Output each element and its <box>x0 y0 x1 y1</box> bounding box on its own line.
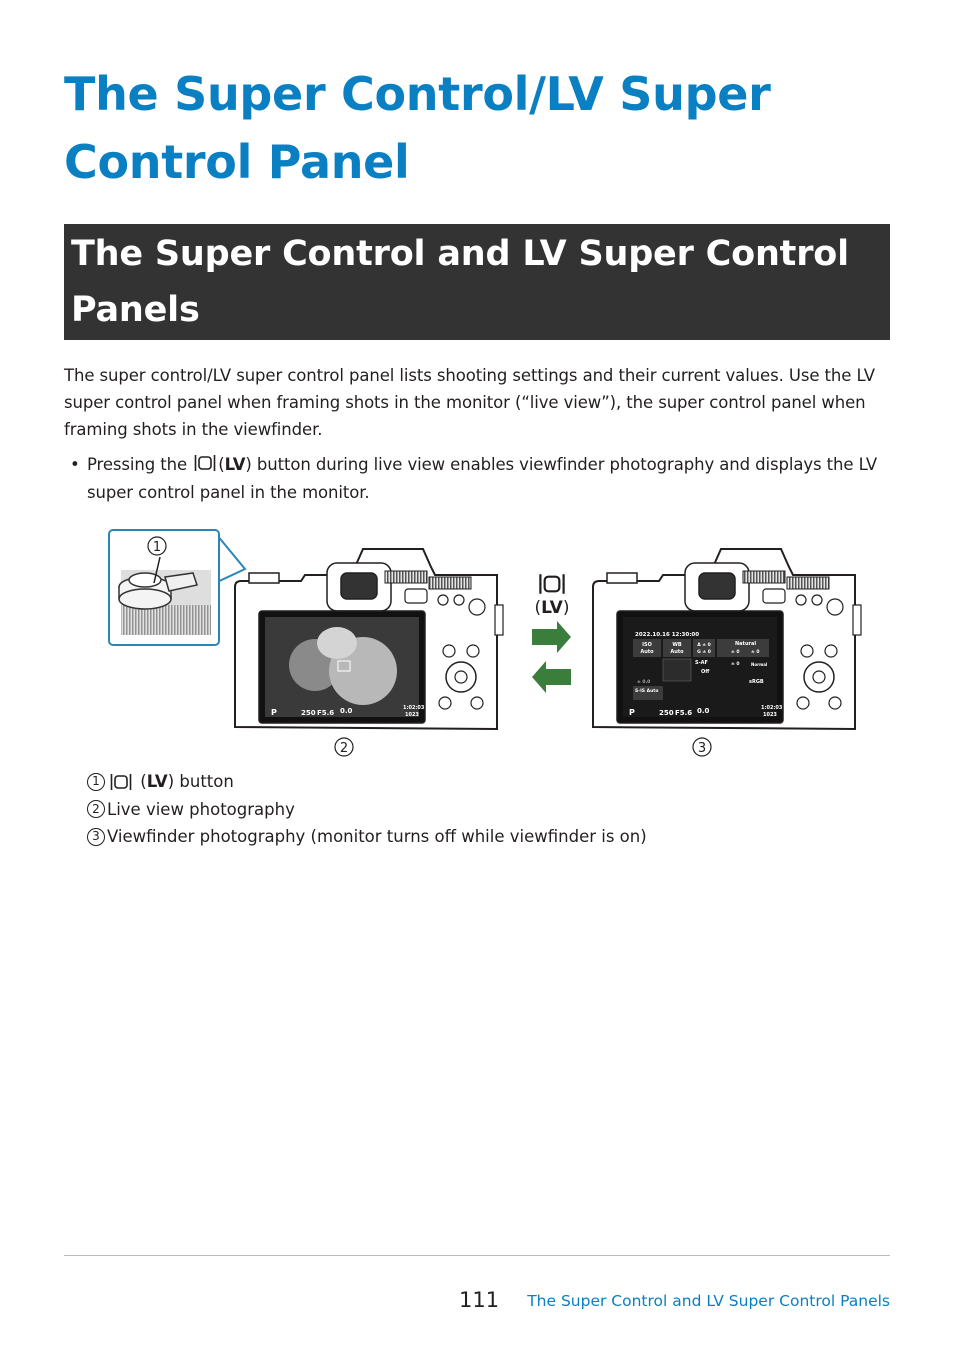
panel-mode: P <box>629 708 635 717</box>
callout-number-3: 3 <box>697 741 707 756</box>
footer-divider <box>64 1255 890 1256</box>
panel-wb-a: A ± 0 <box>697 643 711 648</box>
legend-item: 1 (LV) button <box>87 768 647 796</box>
lv-button-icon <box>109 773 133 791</box>
legend-number: 3 <box>87 828 105 846</box>
panel-iso: ISO <box>642 642 652 648</box>
panel-off: Off <box>701 669 710 675</box>
panel-saf: S-AF <box>695 660 708 666</box>
bullet-text: Pressing the (LV) button during live view enables viewfinder photography and displays the LV super control panel in the monitor. <box>87 455 878 502</box>
page-title: The Super Control/LV Super Control Panel <box>64 67 771 189</box>
panel-shutter: 250 <box>659 709 674 717</box>
panel-adjust-1: ± 0 <box>731 650 740 655</box>
figure-legend <box>87 768 647 851</box>
panel-aperture: F5.6 <box>675 709 693 717</box>
camera-live-view <box>235 549 503 756</box>
panel-adjust-3: ± 0 <box>731 662 740 667</box>
arrow-right-icon <box>532 621 571 653</box>
camera-figure <box>105 525 865 765</box>
legend-item: 2 Live view photography <box>87 796 647 824</box>
panel-srgb: sRGB <box>749 679 764 685</box>
section-title: The Super Control and LV Super Control Panels <box>71 234 849 330</box>
switch-indicator <box>532 574 571 693</box>
arrow-left-icon <box>532 661 571 693</box>
legend-number: 2 <box>87 800 105 818</box>
lv-button-callout <box>109 530 245 645</box>
footer-section-link[interactable]: The Super Control and LV Super Control Panels <box>527 1292 890 1310</box>
panel-datetime: 2022.10.16 12:30:00 <box>635 632 700 638</box>
switch-label: (LV) <box>534 598 570 618</box>
bullet-dot: • <box>70 455 80 474</box>
callout-number-1: 1 <box>152 540 162 555</box>
bullet-item <box>70 451 882 507</box>
lv-mode: P <box>271 708 277 717</box>
lv-button-icon <box>194 454 216 472</box>
panel-flash-comp: ± 0.0 <box>637 680 651 685</box>
section-header-bar <box>64 224 890 340</box>
panel-iso-value: Auto <box>640 649 654 655</box>
lv-shots: 1023 <box>405 712 419 718</box>
panel-normal: Normal <box>751 662 768 667</box>
lv-aperture: F5.6 <box>317 709 335 717</box>
panel-shots: 1023 <box>763 712 777 718</box>
panel-picture-mode: Natural <box>735 641 757 647</box>
page-number: 111 <box>459 1288 500 1312</box>
panel-wb-value: Auto <box>670 649 684 655</box>
panel-wb: WB <box>672 642 682 648</box>
camera-super-control-panel <box>593 549 861 756</box>
panel-is: S-IS Auto <box>635 689 659 694</box>
panel-wb-g: G ± 0 <box>697 650 711 655</box>
legend-item: 3 Viewfinder photography (monitor turns off while viewfinder is on) <box>87 823 647 851</box>
lv-exposure: 0.0 <box>340 707 353 715</box>
lv-shutter: 250 <box>301 709 316 717</box>
panel-time: 1:02:03 <box>761 705 783 711</box>
lv-time: 1:02:03 <box>403 705 425 711</box>
panel-exposure: 0.0 <box>697 707 710 715</box>
callout-number-2: 2 <box>339 741 349 756</box>
intro-paragraph: The super control/LV super control panel lists shooting settings and their current values. Use the LV super control panel when framing shots in the monitor (“live view”), the super control panel when framing shots in the viewfinder. <box>64 366 875 439</box>
legend-number: 1 <box>87 773 105 791</box>
panel-adjust-2: ± 0 <box>751 650 760 655</box>
